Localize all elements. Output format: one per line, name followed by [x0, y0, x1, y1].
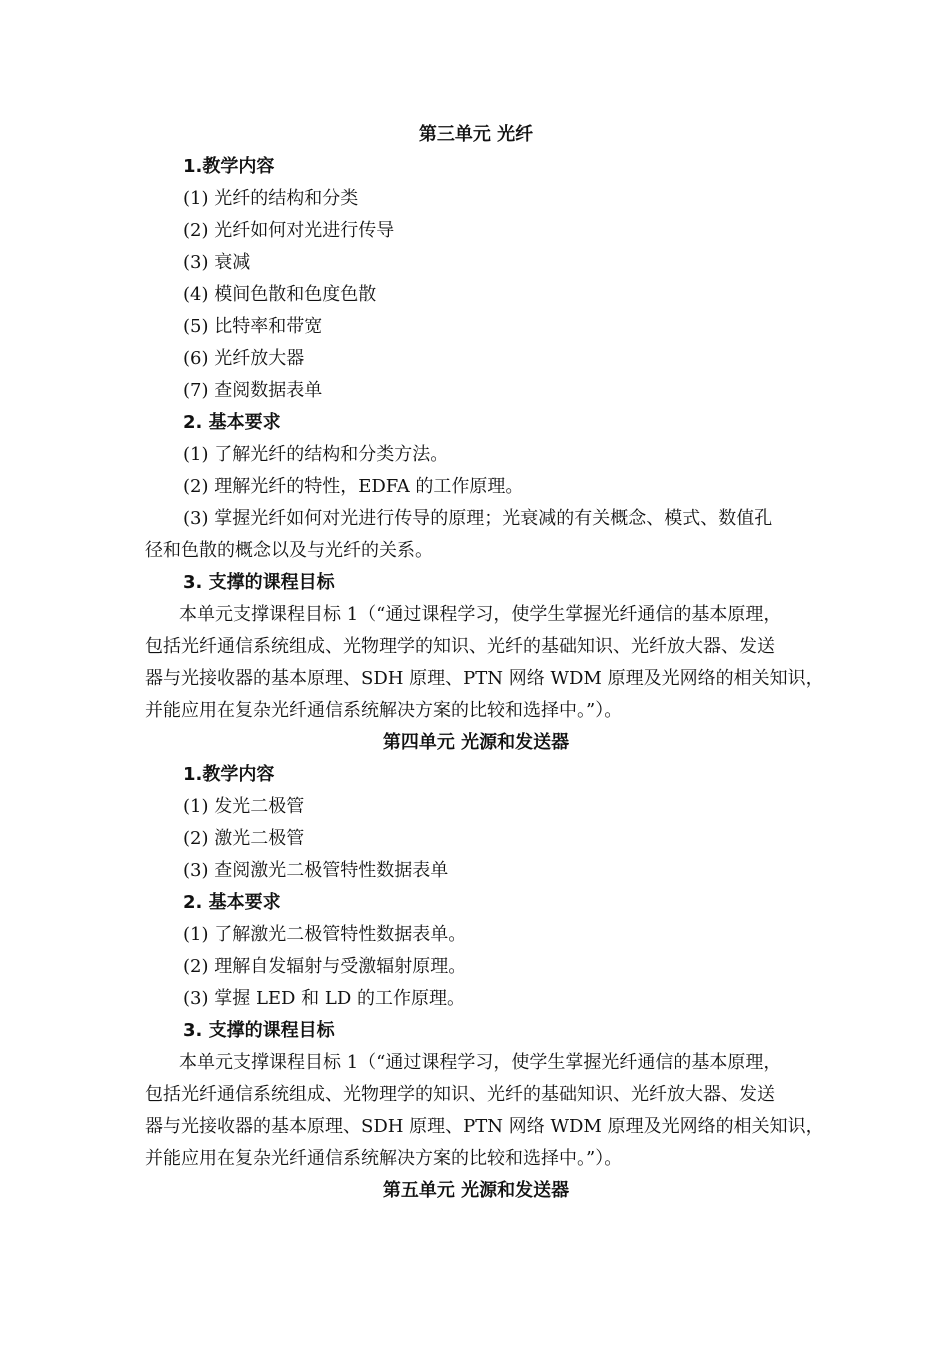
unit3-teaching-item: (3) 衰减 [183, 252, 251, 273]
unit4-support-paragraph-line: 本单元支撑课程目标 1（“通过课程学习，使学生掌握光纤通信的基本原理， [179, 1052, 782, 1073]
unit4-support-heading: 3. 支撑的课程目标 [183, 1020, 335, 1041]
unit4-teaching-heading: 1.教学内容 [183, 764, 275, 785]
unit3-support-paragraph-line: 器与光接收器的基本原理、SDH 原理、PTN 网络 WDM 原理及光网络的相关知识， [145, 668, 824, 689]
unit3-requirement-item: (1) 了解光纤的结构和分类方法。 [183, 444, 449, 465]
unit3-requirement-item: (3) 掌握光纤如何对光进行传导的原理；光衰减的有关概念、模式、数值孔 [183, 508, 773, 529]
unit4-teaching-item: (3) 查阅激光二极管特性数据表单 [183, 860, 449, 881]
unit4-support-paragraph-line: 并能应用在复杂光纤通信系统解决方案的比较和选择中。”）。 [145, 1148, 623, 1169]
unit4-teaching-item: (2) 激光二极管 [183, 828, 305, 849]
unit3-support-paragraph-line: 包括光纤通信系统组成、光物理学的知识、光纤的基础知识、光纤放大器、发送 [145, 636, 775, 657]
unit5-title: 第五单元 光源和发送器 [382, 1180, 570, 1201]
unit3-support-paragraph-line: 本单元支撑课程目标 1（“通过课程学习，使学生掌握光纤通信的基本原理， [179, 604, 782, 625]
unit3-teaching-item: (1) 光纤的结构和分类 [183, 188, 359, 209]
unit3-teaching-item: (6) 光纤放大器 [183, 348, 305, 369]
unit4-title: 第四单元 光源和发送器 [382, 732, 570, 753]
unit3-teaching-item: (2) 光纤如何对光进行传导 [183, 220, 395, 241]
unit4-support-paragraph-line: 包括光纤通信系统组成、光物理学的知识、光纤的基础知识、光纤放大器、发送 [145, 1084, 775, 1105]
unit3-requirements-heading: 2. 基本要求 [183, 412, 281, 433]
unit4-teaching-item: (1) 发光二极管 [183, 796, 305, 817]
unit4-requirement-item: (2) 理解自发辐射与受激辐射原理。 [183, 956, 467, 977]
unit4-support-paragraph-line: 器与光接收器的基本原理、SDH 原理、PTN 网络 WDM 原理及光网络的相关知识， [145, 1116, 824, 1137]
unit3-support-paragraph-line: 并能应用在复杂光纤通信系统解决方案的比较和选择中。”）。 [145, 700, 623, 721]
unit3-title: 第三单元 光纤 [418, 124, 534, 145]
unit3-requirement-item-continued: 径和色散的概念以及与光纤的关系。 [145, 540, 433, 561]
unit3-requirement-item: (2) 理解光纤的特性，EDFA 的工作原理。 [183, 476, 524, 497]
unit3-teaching-item: (5) 比特率和带宽 [183, 316, 323, 337]
unit4-requirement-item: (3) 掌握 LED 和 LD 的工作原理。 [183, 988, 466, 1009]
unit3-teaching-item: (4) 模间色散和色度色散 [183, 284, 377, 305]
unit4-requirements-heading: 2. 基本要求 [183, 892, 281, 913]
unit4-requirement-item: (1) 了解激光二极管特性数据表单。 [183, 924, 467, 945]
unit3-support-heading: 3. 支撑的课程目标 [183, 572, 335, 593]
unit3-teaching-heading: 1.教学内容 [183, 156, 275, 177]
unit3-teaching-item: (7) 查阅数据表单 [183, 380, 323, 401]
